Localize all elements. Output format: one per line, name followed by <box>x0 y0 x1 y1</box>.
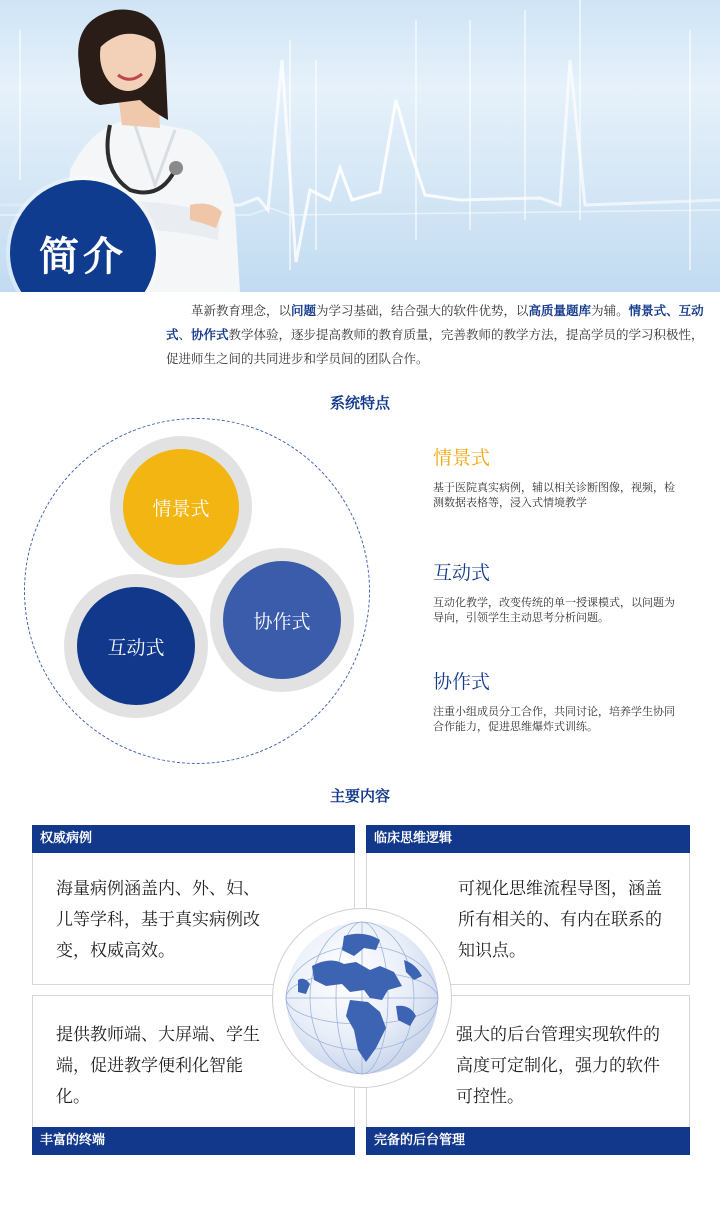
intro-text: 革新教育理念，以问题为学习基础，结合强大的软件优势，以高质量题库为辅。情景式、互动式、协作式教学体验，逐步提高教师的教育质量，完善教师的教学方法，提高学员的学习积极性，促进师生之间的共同进步和学员间的团队合作。 <box>166 303 704 366</box>
globe-icon <box>284 920 440 1076</box>
intro-badge: 简介 <box>10 180 156 292</box>
card-terminals-text: 提供教师端、大屏端、学生端，促进教学便利化智能化。 <box>56 1025 260 1107</box>
feature-xiezuo-title: 协作式 <box>433 671 491 693</box>
feature-qingjing <box>433 443 683 510</box>
feature-hudong-title: 互动式 <box>433 562 491 584</box>
card-backend-label: 完备的后台管理 <box>366 1127 690 1155</box>
feature-xiezuo-desc: 注重小组成员分工合作，共同讨论，培养学生协同合作能力，促进思维爆炸式训练。 <box>433 705 675 733</box>
feature-xiezuo <box>433 667 683 734</box>
feature-qingjing-desc: 基于医院真实病例，辅以相关诊断图像，视频，检测数据表格等，浸入式情境教学 <box>433 481 675 509</box>
card-authority-cases-label: 权威病例 <box>32 825 355 853</box>
feature-qingjing-title: 情景式 <box>433 447 491 469</box>
content-title: 主要内容 <box>329 787 390 805</box>
feature-hudong-desc: 互动化教学，改变传统的单一授课模式，以问题为导向，引领学生主动思考分析问题。 <box>433 596 675 624</box>
features-title: 系统特点 <box>329 394 390 412</box>
card-clinical-logic-text: 可视化思维流程导图，涵盖所有相关的、有内在联系的知识点。 <box>458 879 662 961</box>
bubble-xiezuo: 协作式 <box>223 561 341 679</box>
card-terminals-label: 丰富的终端 <box>32 1127 355 1155</box>
bubble-qingjing: 情景式 <box>123 449 239 565</box>
card-clinical-logic-label: 临床思维逻辑 <box>366 825 690 853</box>
bubble-hudong: 互动式 <box>77 587 195 705</box>
card-backend-text: 强大的后台管理实现软件的高度可定制化，强力的软件可控性。 <box>456 1025 660 1107</box>
card-authority-cases-text: 海量病例涵盖内、外、妇、儿等学科，基于真实病例改变，权威高效。 <box>56 879 260 961</box>
hero-banner <box>0 0 720 292</box>
feature-hudong <box>433 558 683 625</box>
